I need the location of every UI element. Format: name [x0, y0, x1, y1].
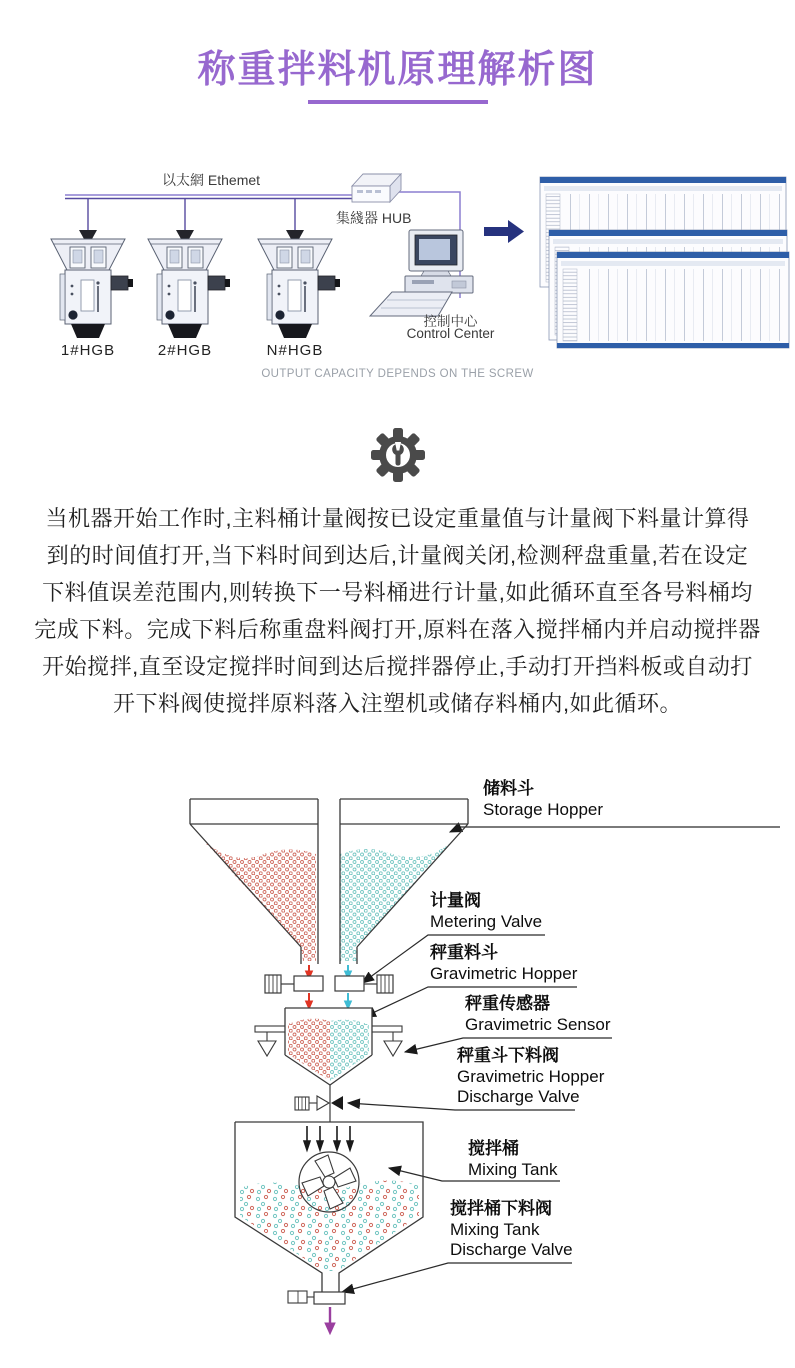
description-line: 到的时间值打开,当下料时间到达后,计量阀关闭,检测秤盘重量,若在设定 [46, 543, 749, 568]
description-line: 完成下料。完成下料后称重盘料阀打开,原料在落入搅拌桶内并启动搅拌器 [34, 617, 761, 642]
arrow-right-icon [484, 220, 524, 243]
hub-label: 集綫器 HUB [336, 210, 412, 226]
page-title: 称重拌料机原理解析图 [197, 49, 598, 91]
hub-icon [352, 174, 401, 202]
machine-label-2: 2#HGB [157, 342, 213, 359]
gravimetric-hopper [255, 1008, 402, 1085]
label-storage-hopper: 储料斗 Storage Hopper [483, 779, 604, 819]
ethernet-label: 以太網 Ethemet [162, 172, 261, 188]
gear-section [0, 420, 795, 495]
gear-wrench-icon [363, 420, 433, 490]
label-gravimetric-hopper: 秤重料斗 Gravimetric Hopper [430, 943, 578, 983]
machine-label-1: 1#HGB [60, 342, 116, 359]
infeed-arrows [304, 1126, 353, 1150]
label-gravimetric-sensor: 秤重传感器 Gravimetric Sensor [465, 994, 611, 1034]
report-windows-icon [540, 177, 789, 348]
metering-valve-assembly [265, 975, 393, 993]
mixer-impeller [299, 1152, 359, 1212]
label-metering-valve: 计量阀 Metering Valve [430, 891, 543, 931]
gravimetric-discharge-valve [295, 1085, 343, 1122]
mixing-tank-discharge-valve [288, 1291, 345, 1334]
control-center-label-cn: 控制中心 [423, 314, 478, 329]
output-capacity-note: OUTPUT CAPACITY DEPENDS ON THE SCREW [261, 368, 534, 380]
schematic-artwork [0, 770, 795, 1368]
label-mixing-tank: 搅拌桶 Mixing Tank [468, 1139, 558, 1179]
description-line: 当机器开始工作时,主料桶计量阀按已设定重量值与计量阀下料量计算得 [45, 506, 750, 531]
machine-label-n: N#HGB [266, 342, 324, 359]
hgb-machine-icon [51, 230, 133, 338]
description-line: 开始搅拌,直至设定搅拌时间到达后搅拌器停止,手动打开挡料板或自动打 [42, 654, 753, 679]
hgb-machine-icon [148, 230, 230, 338]
machine-schematic [0, 770, 795, 1368]
computer-icon [370, 230, 473, 316]
description-line: 开下料阀使搅拌原料落入注塑机或储存料桶内,如此循环。 [112, 691, 683, 716]
network-diagram [0, 160, 795, 405]
description-line: 下料值误差范围内,则转换下一号料桶进行计量,如此循环直至各号料桶均 [42, 580, 753, 605]
mixing-tank [235, 1122, 423, 1292]
discharge-arrow [325, 1307, 335, 1334]
storage-hopper-right [340, 799, 468, 964]
title-underline [308, 100, 488, 104]
control-center-label-en: Control Center [406, 326, 495, 341]
storage-hopper-left [190, 799, 318, 964]
label-mixing-tank-discharge-valve: 搅拌桶下料阀 Mixing Tank Discharge Valve [450, 1199, 573, 1259]
hgb-machine-icon [258, 230, 340, 338]
description [0, 500, 795, 722]
label-gravimetric-hopper-discharge-valve: 秤重斗下料阀 Gravimetric Hopper Discharge Valve [457, 1046, 605, 1106]
